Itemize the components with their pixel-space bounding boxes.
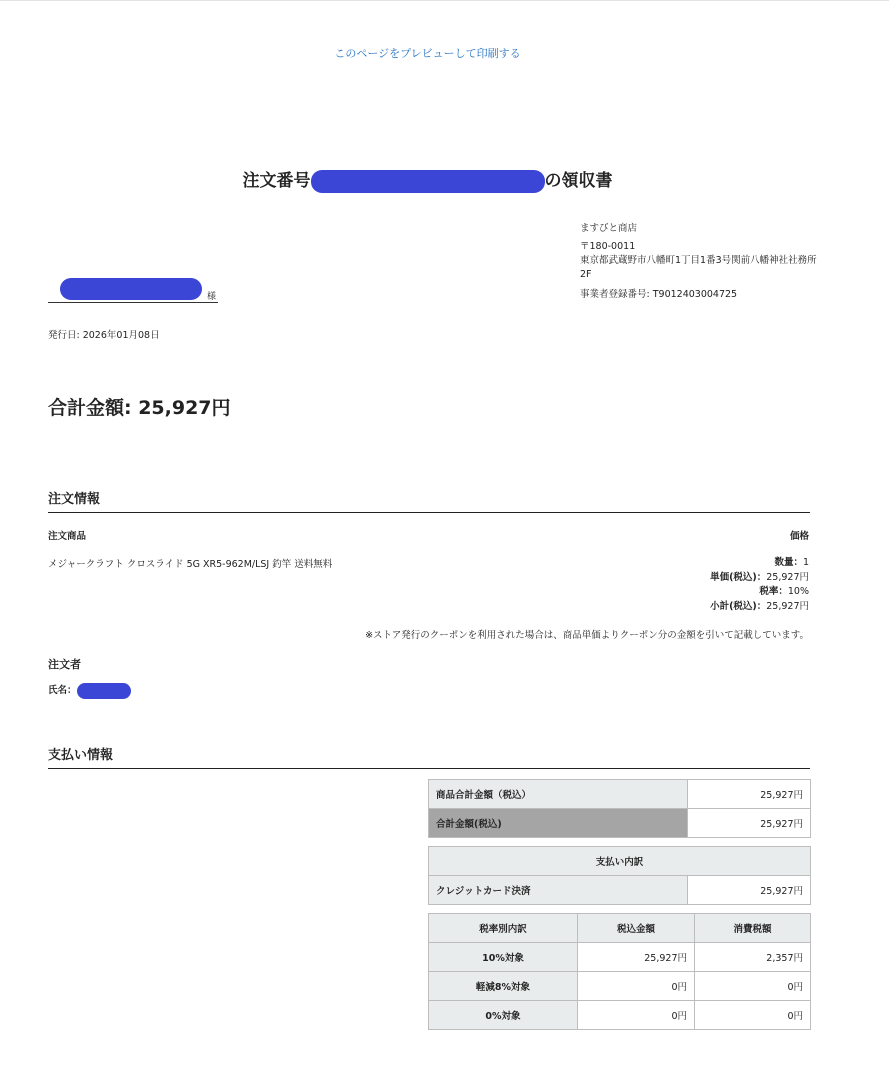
title-prefix: 注文番号 (242, 171, 311, 191)
table-cell: クレジットカード決済 (429, 876, 688, 905)
table-cell: 商品合計金額（税込） (429, 780, 688, 809)
coupon-note: ※ストア発行のクーポンを利用された場合は、商品単価よりクーポン分の金額を引いて記載しています。 (365, 630, 809, 641)
table-cell: 0円 (578, 972, 695, 1001)
table-cell: 10%対象 (429, 943, 578, 972)
table-cell: 0円 (578, 1001, 695, 1030)
orderer-heading: 注文者 (48, 658, 81, 671)
table-row (429, 780, 811, 809)
table-cell: 0%対象 (429, 1001, 578, 1030)
top-divider (0, 0, 889, 1)
issue-date: 発行日: 2026年01月08日 (48, 330, 160, 341)
print-preview-link[interactable]: このページをプレビューして印刷する (334, 47, 521, 60)
price-details (710, 556, 809, 614)
seller-postal: 〒180-0011 (580, 241, 636, 252)
table-header-cell: 税込金額 (578, 914, 695, 943)
redacted-customer-name (60, 278, 202, 300)
table-row (429, 943, 811, 972)
total-amount: 合計金額: 25,927円 (48, 397, 231, 419)
honorific: 様 (206, 292, 216, 302)
table-row (429, 972, 811, 1001)
payment-summary-table (428, 779, 811, 838)
table-row (429, 876, 811, 905)
redacted-orderer-name (77, 683, 131, 699)
redacted-order-number (311, 170, 545, 193)
customer-name-line (48, 276, 218, 303)
seller-info (580, 222, 820, 302)
subtotal-line: 小計(税込)：25,927円 (710, 600, 809, 612)
table-cell: 0円 (695, 1001, 811, 1030)
table-cell: 25,927円 (688, 780, 811, 809)
table-cell: 0円 (695, 972, 811, 1001)
table-cell: 25,927円 (688, 876, 811, 905)
tax-rate-line: 税率：10% (759, 586, 809, 597)
receipt-title (0, 166, 855, 193)
orderer-name (48, 682, 131, 699)
order-info-heading: 注文情報 (48, 488, 810, 513)
title-suffix: の領収書 (544, 171, 613, 191)
payment-breakdown-table (428, 846, 811, 905)
seller-address: 東京都武蔵野市八幡町1丁目1番3号関前八幡神社社務所2F (580, 255, 817, 280)
table-row (429, 809, 811, 838)
unit-price-line: 単価(税込)：25,927円 (710, 571, 809, 583)
product-header: 注文商品 (48, 531, 87, 542)
table-header-cell: 税率別内訳 (429, 914, 578, 943)
price-header: 価格 (789, 531, 809, 542)
tax-breakdown-table (428, 913, 811, 1030)
table-cell: 軽減8%対象 (429, 972, 578, 1001)
table-cell: 25,927円 (688, 809, 811, 838)
table-header-cell: 消費税額 (695, 914, 811, 943)
seller-registration: 事業者登録番号: T9012403004725 (580, 289, 738, 300)
quantity-line: 数量：1 (774, 557, 809, 568)
table-cell: 2,357円 (695, 943, 811, 972)
table-row (429, 914, 811, 943)
table-header-cell: 支払い内訳 (429, 847, 811, 876)
table-row (429, 847, 811, 876)
payment-info-heading: 支払い情報 (48, 744, 810, 769)
seller-name: ますびと商店 (580, 223, 638, 234)
product-name: メジャークラフト クロスライド 5G XR5-962M/LSJ 釣竿 送料無料 (48, 559, 333, 570)
table-row (429, 1001, 811, 1030)
orderer-name-label: 氏名： (48, 685, 77, 696)
table-cell: 25,927円 (578, 943, 695, 972)
table-cell: 合計金額(税込) (429, 809, 688, 838)
